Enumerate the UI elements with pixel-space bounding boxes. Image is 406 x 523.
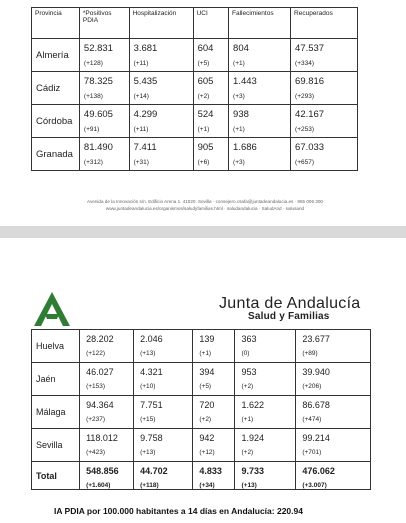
- cell-delta: (+6): [197, 159, 210, 166]
- province-name: Huelva: [32, 330, 80, 363]
- cell-delta: (+1): [199, 350, 212, 357]
- cell-delta: (+1): [233, 126, 245, 133]
- cell-delta: (+657): [295, 159, 315, 166]
- cell-delta: (+1): [233, 60, 245, 67]
- header-provincia: Provincia: [32, 8, 80, 39]
- table-row: [32, 39, 358, 72]
- header-uci: UCI: [193, 8, 228, 39]
- cell-delta: (+334): [295, 60, 315, 67]
- cell-value: 23.677: [302, 334, 330, 344]
- total-delta: (+13): [241, 482, 257, 489]
- province-name: Granada: [32, 138, 80, 171]
- cell-value: 39.940: [302, 367, 330, 377]
- cell-value: 1.622: [241, 400, 265, 410]
- cell-value: 804: [233, 43, 249, 54]
- cell-value: 7.751: [140, 400, 163, 410]
- cell-value: 953: [241, 367, 257, 377]
- cell-delta: (+10): [140, 383, 156, 390]
- table-row: [32, 138, 358, 171]
- table-total-row: [32, 462, 371, 490]
- cell-delta: (+701): [302, 449, 322, 456]
- total-value: 9.733: [241, 466, 265, 476]
- province-name: Cádiz: [32, 72, 80, 105]
- table-row: [32, 72, 358, 105]
- cell-delta: (+312): [83, 159, 103, 166]
- cell-delta: (+1): [241, 416, 254, 423]
- cell-delta: (+2): [241, 383, 254, 390]
- header-positivos: *Positivos PDIA: [79, 8, 129, 39]
- cell-delta: (+11): [133, 126, 149, 133]
- cell-delta: (+2): [199, 416, 212, 423]
- covid-table-top: [31, 7, 358, 171]
- cell-delta: (+293): [295, 93, 315, 100]
- table-row: [32, 396, 371, 429]
- cell-delta: (+1): [197, 126, 210, 133]
- cell-value: 69.816: [295, 76, 325, 87]
- cell-value: 139: [199, 334, 215, 344]
- cell-delta: (+3): [233, 159, 245, 166]
- cell-delta: (+15): [140, 416, 156, 423]
- cell-delta: (+253): [295, 126, 315, 133]
- covid-table-bottom: [31, 329, 371, 490]
- table-row: [32, 429, 371, 462]
- footer-links: www.juntadeandalucia.es/organismos/saludyfamilias.html · saludandalucia · SaludAnd · salusand: [105, 206, 305, 211]
- cell-value: 46.027: [86, 367, 114, 377]
- cell-delta: (+237): [86, 416, 106, 423]
- cell-delta: (+2): [241, 449, 254, 456]
- table-row: [32, 330, 371, 363]
- cell-delta: (+423): [86, 449, 106, 456]
- cell-delta: (+12): [199, 449, 215, 456]
- cell-value: 47.537: [295, 43, 325, 54]
- cell-delta: (+5): [197, 60, 210, 67]
- total-value: 476.062: [302, 466, 335, 476]
- cell-value: 3.681: [133, 43, 158, 54]
- province-name: Almería: [32, 39, 80, 72]
- cell-delta: (+13): [140, 350, 156, 357]
- cell-delta: (+2): [197, 93, 210, 100]
- cell-value: 5.435: [133, 76, 158, 87]
- page-separator: [0, 226, 406, 238]
- table-header-row: [32, 8, 358, 39]
- cell-value: 905: [197, 142, 214, 153]
- total-label: Total: [32, 462, 80, 490]
- total-delta: (+118): [140, 482, 159, 489]
- province-name: Jaén: [32, 363, 80, 396]
- cell-delta: (+3): [233, 93, 245, 100]
- cell-value: 78.325: [83, 76, 113, 87]
- cell-value: 2.046: [140, 334, 163, 344]
- cell-delta: (+11): [133, 60, 149, 67]
- cell-value: 42.167: [295, 109, 325, 120]
- document-page-1: [0, 0, 406, 226]
- cell-value: 28.202: [86, 334, 114, 344]
- cell-delta: (+206): [302, 383, 322, 390]
- total-value: 44.702: [140, 466, 168, 476]
- cell-delta: (+128): [83, 60, 103, 67]
- cell-delta: (+14): [133, 93, 149, 100]
- cell-delta: (+5): [199, 383, 212, 390]
- cell-value: 942: [199, 433, 215, 443]
- document-page-2: [0, 238, 406, 523]
- header-recuperados: Recuperados: [291, 8, 358, 39]
- cell-delta: (+91): [83, 126, 100, 133]
- table-row: [32, 105, 358, 138]
- cell-value: 1.686: [233, 142, 257, 153]
- cell-delta: (+122): [86, 350, 106, 357]
- total-delta: (+3.007): [302, 482, 327, 489]
- cell-value: 394: [199, 367, 215, 377]
- cell-value: 1.924: [241, 433, 265, 443]
- cell-value: 938: [233, 109, 249, 120]
- cell-value: 605: [197, 76, 214, 87]
- header-hospitalizacion: Hospitalización: [129, 8, 193, 39]
- cell-value: 81.490: [83, 142, 113, 153]
- cell-delta: (+138): [83, 93, 103, 100]
- header-fallecimientos: Fallecimientos: [229, 8, 291, 39]
- total-delta: (+34): [199, 482, 215, 489]
- cell-value: 604: [197, 43, 214, 54]
- cell-delta: (+31): [133, 159, 149, 166]
- cell-delta: (+153): [86, 383, 106, 390]
- cell-value: 7.411: [133, 142, 157, 153]
- brand-title: Junta de Andalucía: [219, 295, 361, 312]
- cell-value: 1.443: [233, 76, 257, 87]
- page-footer: [55, 198, 355, 212]
- junta-andalucia-logo-icon: [30, 290, 74, 328]
- cell-value: 86.678: [302, 400, 330, 410]
- cell-value: 4.321: [140, 367, 163, 377]
- table-row: [32, 363, 371, 396]
- cell-value: 67.033: [295, 142, 325, 153]
- brand-subtitle: Salud y Familias: [248, 311, 330, 322]
- cell-value: 363: [241, 334, 257, 344]
- cell-value: 9.758: [140, 433, 163, 443]
- cell-delta: (+89): [302, 350, 318, 357]
- cell-value: 524: [197, 109, 214, 120]
- cell-delta: (0): [241, 350, 250, 357]
- cell-value: 99.214: [302, 433, 330, 443]
- total-value: 4.833: [199, 466, 222, 476]
- cell-value: 52.831: [83, 43, 113, 54]
- cell-value: 49.605: [83, 109, 113, 120]
- total-value: 548.856: [86, 466, 119, 476]
- cell-value: 720: [199, 400, 215, 410]
- cell-value: 4.299: [133, 109, 158, 120]
- cell-value: 118.012: [86, 433, 118, 443]
- total-delta: (+1.604): [86, 482, 111, 489]
- cell-delta: (+474): [302, 416, 322, 423]
- ia-pdia-summary: IA PDIA por 100.000 habitantes a 14 días en Andalucía: 220.94: [54, 506, 303, 516]
- province-name: Córdoba: [32, 105, 80, 138]
- footer-address: Avenida de la Innovación s/n. Edificio Arena 1. 41020. Sevilla · consejero.csafa@juntadeandalucia.es · 955 006 300: [87, 199, 323, 204]
- province-name: Málaga: [32, 396, 80, 429]
- cell-value: 94.364: [86, 400, 114, 410]
- province-name: Sevilla: [32, 429, 80, 462]
- cell-delta: (+13): [140, 449, 156, 456]
